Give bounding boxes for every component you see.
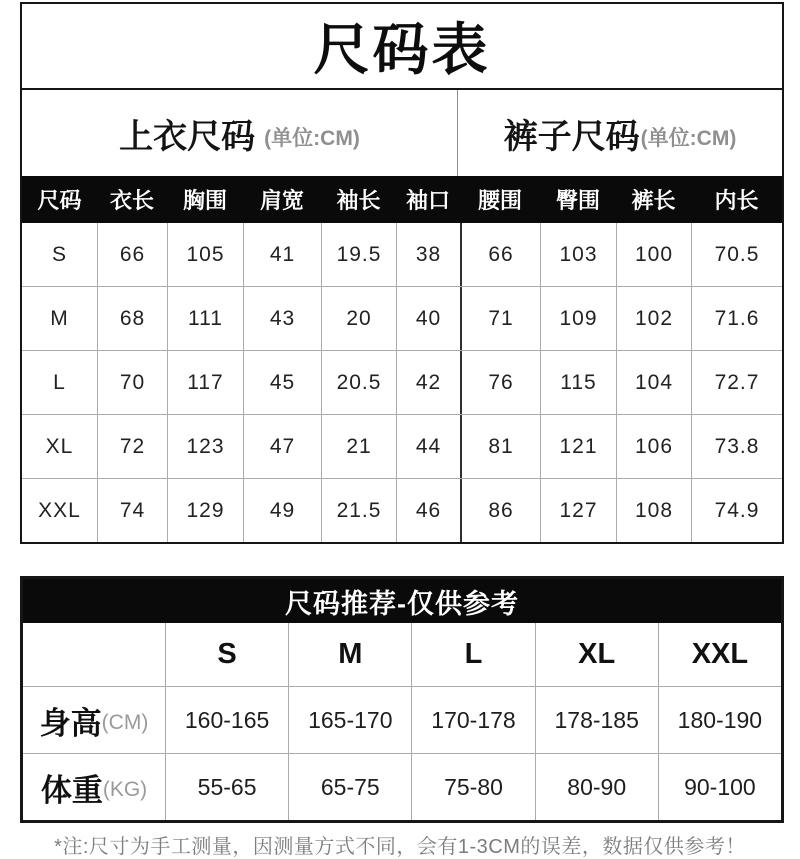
table-row (23, 687, 781, 753)
table-cell: 129 (167, 479, 243, 542)
column-header: 肩宽 (259, 188, 304, 213)
table-cell: 70.5 (691, 223, 782, 286)
row-label-unit: (CM) (101, 710, 149, 734)
table-cell: 76 (460, 351, 540, 414)
size-column-header: XL (535, 623, 658, 686)
table-cell: 180-190 (658, 687, 781, 753)
row-label: 体重 (40, 772, 103, 808)
table-cell: 75-80 (411, 754, 534, 820)
table-cell: 117 (167, 351, 243, 414)
table-row (23, 753, 781, 820)
section-header-tops (22, 90, 458, 176)
table-cell: 109 (540, 287, 616, 350)
size-chart-table (20, 2, 784, 544)
table-cell: 100 (616, 223, 691, 286)
column-header: 臀围 (555, 188, 600, 213)
table-row (22, 478, 782, 542)
table-cell: 81 (460, 415, 540, 478)
size-label-cell: XL (45, 434, 74, 458)
pants-section-unit: (单位:CM) (640, 126, 737, 150)
table-cell: 103 (540, 223, 616, 286)
size-label-cell: L (53, 370, 66, 394)
table-cell: 74.9 (691, 479, 782, 542)
table-cell: 71 (460, 287, 540, 350)
table-cell: 90-100 (658, 754, 781, 820)
table-cell: 46 (396, 479, 460, 542)
table-row (22, 414, 782, 478)
size-column-header: M (288, 623, 411, 686)
table-cell: 108 (616, 479, 691, 542)
table-cell: 42 (396, 351, 460, 414)
table-cell: 40 (396, 287, 460, 350)
section-header-pants (458, 90, 782, 176)
table-cell: 43 (243, 287, 321, 350)
table-cell: 80-90 (535, 754, 658, 820)
size-label-cell: M (50, 306, 69, 330)
table-cell: 106 (616, 415, 691, 478)
empty-corner-cell (23, 623, 165, 686)
table-cell: 105 (167, 223, 243, 286)
column-header: 尺码 (37, 188, 82, 213)
table-cell: 41 (243, 223, 321, 286)
table-cell: 73.8 (691, 415, 782, 478)
table-cell: 68 (97, 287, 167, 350)
table-row (22, 223, 782, 286)
table-cell: 70 (97, 351, 167, 414)
table-cell: 115 (540, 351, 616, 414)
recommend-header-row (23, 623, 781, 687)
table-cell: 121 (540, 415, 616, 478)
table-row (22, 350, 782, 414)
table-cell: 178-185 (535, 687, 658, 753)
table-cell: 20 (321, 287, 396, 350)
column-header: 裤长 (631, 188, 676, 213)
table-cell: 49 (243, 479, 321, 542)
column-header: 胸围 (182, 188, 227, 213)
table-cell: 72 (97, 415, 167, 478)
row-label: 身高 (39, 705, 102, 741)
recommend-table (20, 576, 784, 823)
page-title: 尺码表 (22, 4, 782, 90)
table-cell: 72.7 (691, 351, 782, 414)
table-cell: 55-65 (165, 754, 288, 820)
table-cell: 102 (616, 287, 691, 350)
recommend-table-title: 尺码推荐-仅供参考 (23, 579, 781, 623)
size-column-header: S (165, 623, 288, 686)
table-cell: 47 (243, 415, 321, 478)
row-label-cell (23, 754, 165, 820)
table-cell: 19.5 (321, 223, 396, 286)
tops-section-unit: (单位:CM) (264, 126, 360, 150)
table-cell: 123 (167, 415, 243, 478)
column-header: 袖口 (405, 188, 450, 213)
table-cell: 111 (167, 287, 243, 350)
table-cell: 44 (396, 415, 460, 478)
section-header-row (22, 90, 782, 176)
table-cell: 104 (616, 351, 691, 414)
recommend-table-body (23, 687, 781, 820)
size-column-header: XXL (658, 623, 781, 686)
table-row (22, 286, 782, 350)
table-cell: 21 (321, 415, 396, 478)
footnote: *注:尺寸为手工测量，因测量方式不同，会有1-3CM的误差，数据仅供参考！ (54, 836, 746, 858)
column-header: 内长 (714, 188, 759, 213)
table-cell: 170-178 (411, 687, 534, 753)
tops-section-title: 上衣尺码 (119, 117, 256, 156)
column-header: 衣长 (109, 188, 154, 213)
size-label-cell: S (51, 242, 67, 266)
table-cell: 20.5 (321, 351, 396, 414)
column-header: 袖长 (336, 188, 381, 213)
size-table-body (22, 223, 782, 542)
table-cell: 65-75 (288, 754, 411, 820)
table-cell: 74 (97, 479, 167, 542)
size-label-cell: XXL (38, 498, 81, 522)
pants-section-title: 裤子尺码 (503, 117, 640, 156)
size-column-header: L (411, 623, 534, 686)
table-cell: 38 (396, 223, 460, 286)
table-cell: 86 (460, 479, 540, 542)
table-cell: 66 (97, 223, 167, 286)
table-cell: 45 (243, 351, 321, 414)
table-cell: 21.5 (321, 479, 396, 542)
table-cell: 160-165 (165, 687, 288, 753)
table-cell: 71.6 (691, 287, 782, 350)
size-table-header-row (22, 176, 782, 223)
table-cell: 127 (540, 479, 616, 542)
table-cell: 165-170 (288, 687, 411, 753)
row-label-unit: (KG) (102, 777, 148, 801)
column-header: 腰围 (477, 188, 522, 213)
table-cell: 66 (460, 223, 540, 286)
row-label-cell (23, 687, 165, 753)
